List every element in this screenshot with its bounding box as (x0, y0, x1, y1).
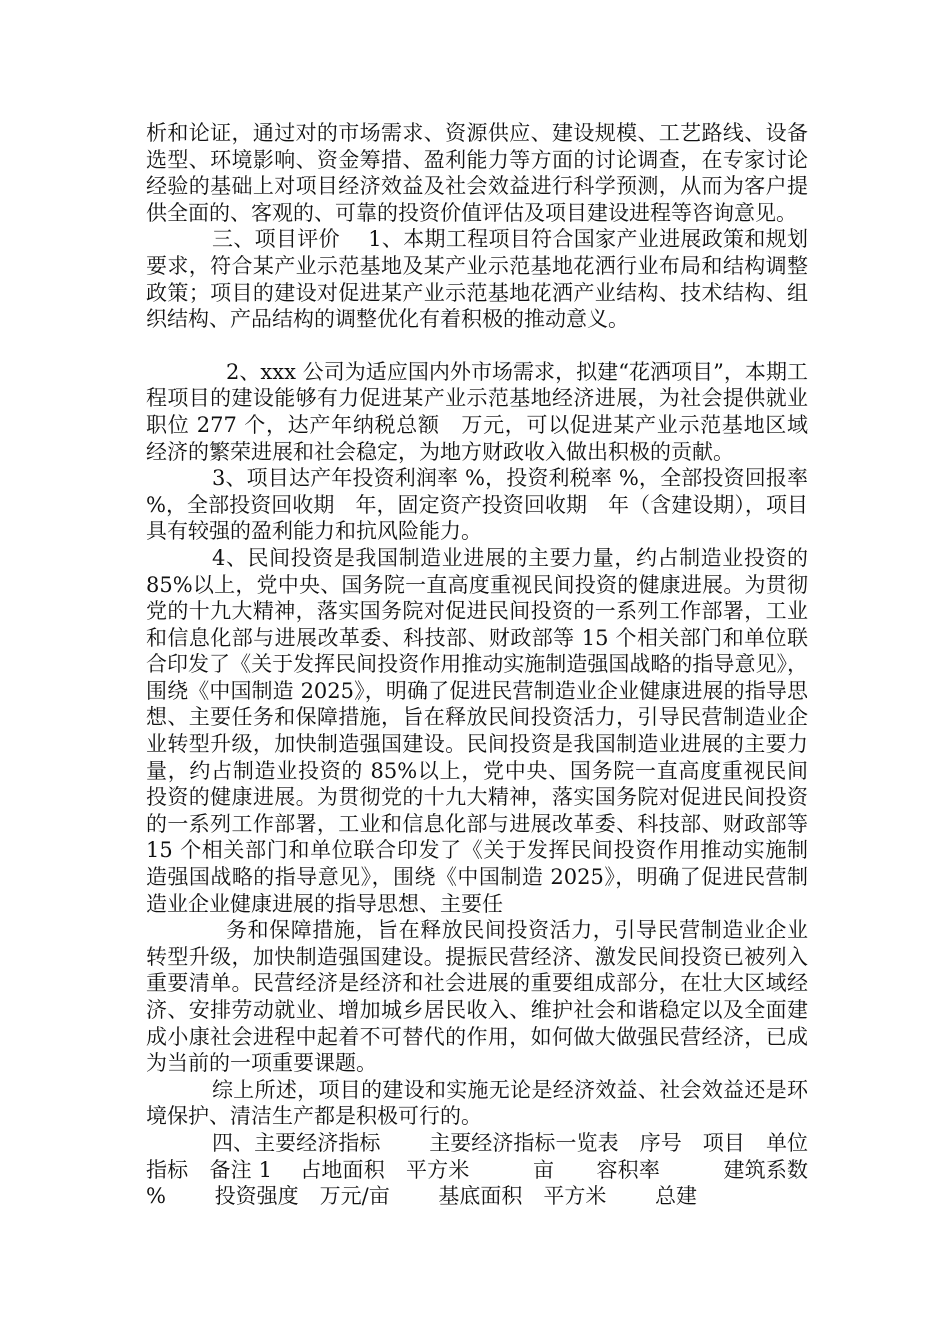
paragraph-point-4: 4、民间投资是我国制造业进展的主要力量，约占制造业投资的 85%以上，党中央、国务院一直高度重视民间投资的健康进展。为贯彻党的十九大精神，落实国务院对促进民间投资的一系列工作部署，工业和信息化部与进展改革委、科技部、财政部等 15 个相关部门和单位联合印发了《关于发挥民间投资作用推动实施制造强国战略的指导意见》，围绕《中国制造 2025》，明确了促进民营制造业企业健康进展的指导思想、主要任务和保障措施，旨在释放民间投资活力，引导民营制造业企业转型升级，加快制造强国建设。民间投资是我国制造业进展的主要力量，约占制造业投资的 85%以上，党中央、国务院一直高度重视民间投资的健康进展。为贯彻党的十九大精神，落实国务院对促进民间投资的一系列工作部署，工业和信息化部与进展改革委、科技部、财政部等 15 个相关部门和单位联合印发了《关于发挥民间投资作用推动实施制造强国战略的指导意见》，围绕《中国制造 2025》，明确了促进民营制造业企业健康进展的指导思想、主要任 (146, 545, 808, 916)
paragraph-point-2: 2、xxx 公司为适应国内外市场需求，拟建“花洒项目”，本期工程项目的建设能够有力促进某产业示范基地经济进展，为社会提供就业职位 277 个，达产年纳税总额 万元，可以促进某产业示范基地区域经济的繁荣进展和社会稳定，为地方财政收入做出积极的贡献。 (146, 359, 808, 464)
paragraph-project-evaluation: 三、项目评价 1、本期工程项目符合国家产业进展政策和规划要求，符合某产业示范基地及某产业示范基地花洒行业布局和结构调整政策；项目的建设对促进某产业示范基地花洒产业结构、技术结构、组织结构、产品结构的调整优化有着积极的推动意义。 (146, 227, 808, 332)
paragraph-economic-indicators: 四、主要经济指标 主要经济指标一览表 序号 项目 单位 指标 备注 1 占地面积 平方米 亩 容积率 建筑系数 % 投资强度 万元/亩 基底面积 平方米 总建 (146, 1130, 836, 1209)
paragraph-point-3: 3、项目达产年投资利润率 %，投资利税率 %，全部投资回报率 %，全部投资回收期 年，固定资产投资回收期 年（含建设期），项目具有较强的盈利能力和抗风险能力。 (146, 466, 808, 544)
paragraph-continuation: 务和保障措施，旨在释放民间投资活力，引导民营制造业企业转型升级，加快制造强国建设。提振民营经济、激发民间投资已被列入重要清单。民营经济是经济和社会进展的重要组成部分，在壮大区域经济、安排劳动就业、增加城乡居民收入、维护社会和谐稳定以及全面建成小康社会进程中起着不可替代的作用，如何做大做强民营经济，已成为当前的一项重要课题。 (146, 918, 808, 1076)
document-body (146, 120, 836, 1210)
paragraph-analysis: 析和论证，通过对的市场需求、资源供应、建设规模、工艺路线、设备选型、环境影响、资金筹措、盈利能力等方面的讨论调查，在专家讨论经验的基础上对项目经济效益及社会效益进行科学预测，从而为客户提供全面的、客观的、可靠的投资价值评估及项目建设进程等咨询意见。 (146, 121, 808, 225)
paragraph-conclusion: 综上所述，项目的建设和实施无论是经济效益、社会效益还是环境保护、清洁生产都是积极可行的。 (146, 1077, 808, 1129)
